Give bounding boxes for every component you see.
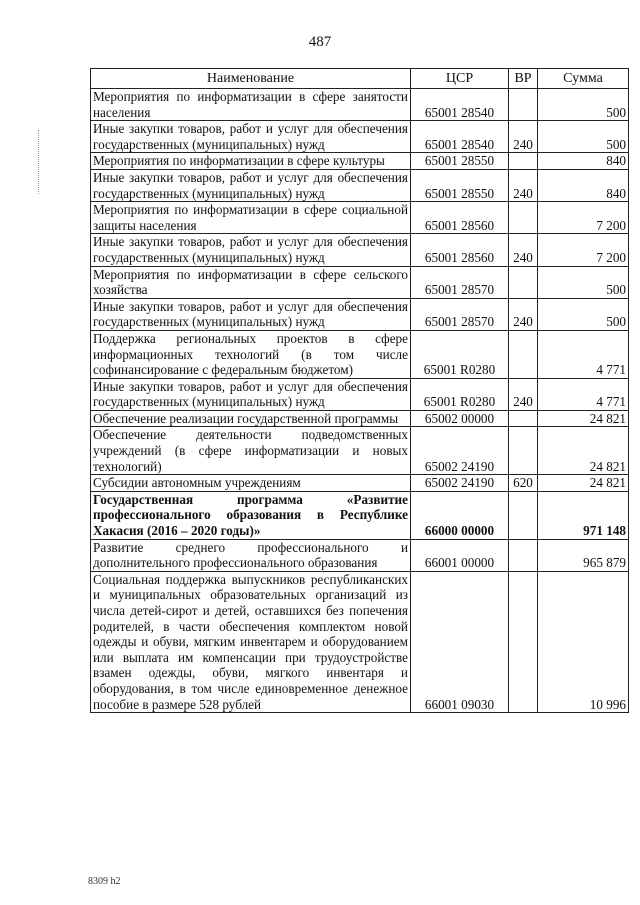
row-csr-cell: 65001 28570 [411, 266, 509, 298]
row-sum-cell: 500 [538, 298, 629, 330]
row-sum-cell: 965 879 [538, 539, 629, 571]
row-vr-cell [509, 153, 538, 170]
row-csr-cell: 65001 28570 [411, 298, 509, 330]
row-vr-cell [509, 266, 538, 298]
row-sum-cell: 840 [538, 169, 629, 201]
row-name-cell: Иные закупки товаров, работ и услуг для обеспечения государственных (муниципальных) нужд [91, 121, 411, 153]
row-csr-cell: 65001 28550 [411, 169, 509, 201]
row-csr-cell: 65001 28560 [411, 234, 509, 266]
table-row [91, 571, 629, 712]
row-csr-cell: 66000 00000 [411, 491, 509, 539]
row-csr-cell: 65002 24190 [411, 427, 509, 475]
table-row [91, 491, 629, 539]
table-row [91, 427, 629, 475]
table-row [91, 266, 629, 298]
row-vr-cell: 240 [509, 378, 538, 410]
page-number: 487 [308, 34, 332, 50]
row-vr-cell [509, 410, 538, 427]
row-name-cell: Мероприятия по информатизации в сфере занятости населения [91, 89, 411, 121]
row-sum-cell: 4 771 [538, 330, 629, 378]
row-name-cell: Иные закупки товаров, работ и услуг для обеспечения государственных (муниципальных) нужд [91, 378, 411, 410]
row-sum-cell: 500 [538, 121, 629, 153]
table-row [91, 330, 629, 378]
row-vr-cell [509, 571, 538, 712]
row-name-cell: Иные закупки товаров, работ и услуг для обеспечения государственных (муниципальных) нужд [91, 169, 411, 201]
row-name-cell: Субсидии автономным учреждениям [91, 475, 411, 492]
table-row [91, 153, 629, 170]
row-vr-cell: 240 [509, 298, 538, 330]
header-csr: ЦСР [411, 69, 509, 89]
row-csr-cell: 65002 24190 [411, 475, 509, 492]
row-vr-cell: 240 [509, 121, 538, 153]
table-row [91, 539, 629, 571]
row-vr-cell [509, 491, 538, 539]
budget-table [90, 68, 629, 713]
row-csr-cell: 66001 00000 [411, 539, 509, 571]
row-sum-cell: 24 821 [538, 475, 629, 492]
row-csr-cell: 65001 28550 [411, 153, 509, 170]
row-name-cell: Мероприятия по информатизации в сфере социальной защиты населения [91, 202, 411, 234]
table-row [91, 234, 629, 266]
header-name: Наименование [91, 69, 411, 89]
row-name-cell: Поддержка региональных проектов в сфере информационных технологий (в том числе софинансирование с федеральным бюджетом) [91, 330, 411, 378]
row-csr-cell: 65001 28540 [411, 89, 509, 121]
row-vr-cell: 240 [509, 234, 538, 266]
row-csr-cell: 65001 R0280 [411, 330, 509, 378]
row-sum-cell: 840 [538, 153, 629, 170]
row-vr-cell: 620 [509, 475, 538, 492]
table-row [91, 378, 629, 410]
row-name-cell: Обеспечение деятельности подведомственных учреждений (в сфере информатизации и новых технологий) [91, 427, 411, 475]
header-sum: Сумма [538, 69, 629, 89]
row-sum-cell: 500 [538, 266, 629, 298]
row-csr-cell: 65001 28540 [411, 121, 509, 153]
row-vr-cell [509, 539, 538, 571]
row-csr-cell: 66001 09030 [411, 571, 509, 712]
footer-code: 8309 h2 [88, 876, 121, 887]
row-name-cell: Мероприятия по информатизации в сфере сельского хозяйства [91, 266, 411, 298]
row-sum-cell: 24 821 [538, 427, 629, 475]
table-header-row [91, 69, 629, 89]
row-name-cell: Иные закупки товаров, работ и услуг для обеспечения государственных (муниципальных) нужд [91, 298, 411, 330]
table-row [91, 89, 629, 121]
row-sum-cell: 500 [538, 89, 629, 121]
row-name-cell: Государственная программа «Развитие профессионального образования в Республике Хакасия (2016 – 2020 годы)» [91, 491, 411, 539]
row-csr-cell: 65001 R0280 [411, 378, 509, 410]
row-vr-cell [509, 330, 538, 378]
row-sum-cell: 7 200 [538, 234, 629, 266]
table-row [91, 475, 629, 492]
row-vr-cell [509, 427, 538, 475]
row-name-cell: Развитие среднего профессионального и дополнительного профессионального образования [91, 539, 411, 571]
row-csr-cell: 65002 00000 [411, 410, 509, 427]
row-sum-cell: 7 200 [538, 202, 629, 234]
row-sum-cell: 971 148 [538, 491, 629, 539]
row-vr-cell: 240 [509, 169, 538, 201]
row-sum-cell: 10 996 [538, 571, 629, 712]
table-row [91, 121, 629, 153]
table-row [91, 410, 629, 427]
row-vr-cell [509, 202, 538, 234]
row-vr-cell [509, 89, 538, 121]
header-vr: ВР [509, 69, 538, 89]
row-name-cell: Обеспечение реализации государственной программы [91, 410, 411, 427]
table-row [91, 169, 629, 201]
row-sum-cell: 4 771 [538, 378, 629, 410]
row-name-cell: Социальная поддержка выпускников республиканских и муниципальных образовательных организаций из числа детей-сирот и детей, оставшихся без попечения родителей, в части обеспечения комплектом новой одежды и обуви, мягким инвентарем и оборудованием или выплата им компенсации при трудоустройстве взамен одежды, обуви, мягкого инвентаря и оборудования, в том числе единовременное денежное пособие в размере 528 рублей [91, 571, 411, 712]
row-csr-cell: 65001 28560 [411, 202, 509, 234]
row-name-cell: Мероприятия по информатизации в сфере культуры [91, 153, 411, 170]
binding-mark [38, 130, 41, 194]
row-sum-cell: 24 821 [538, 410, 629, 427]
table-row [91, 298, 629, 330]
row-name-cell: Иные закупки товаров, работ и услуг для обеспечения государственных (муниципальных) нужд [91, 234, 411, 266]
table-row [91, 202, 629, 234]
